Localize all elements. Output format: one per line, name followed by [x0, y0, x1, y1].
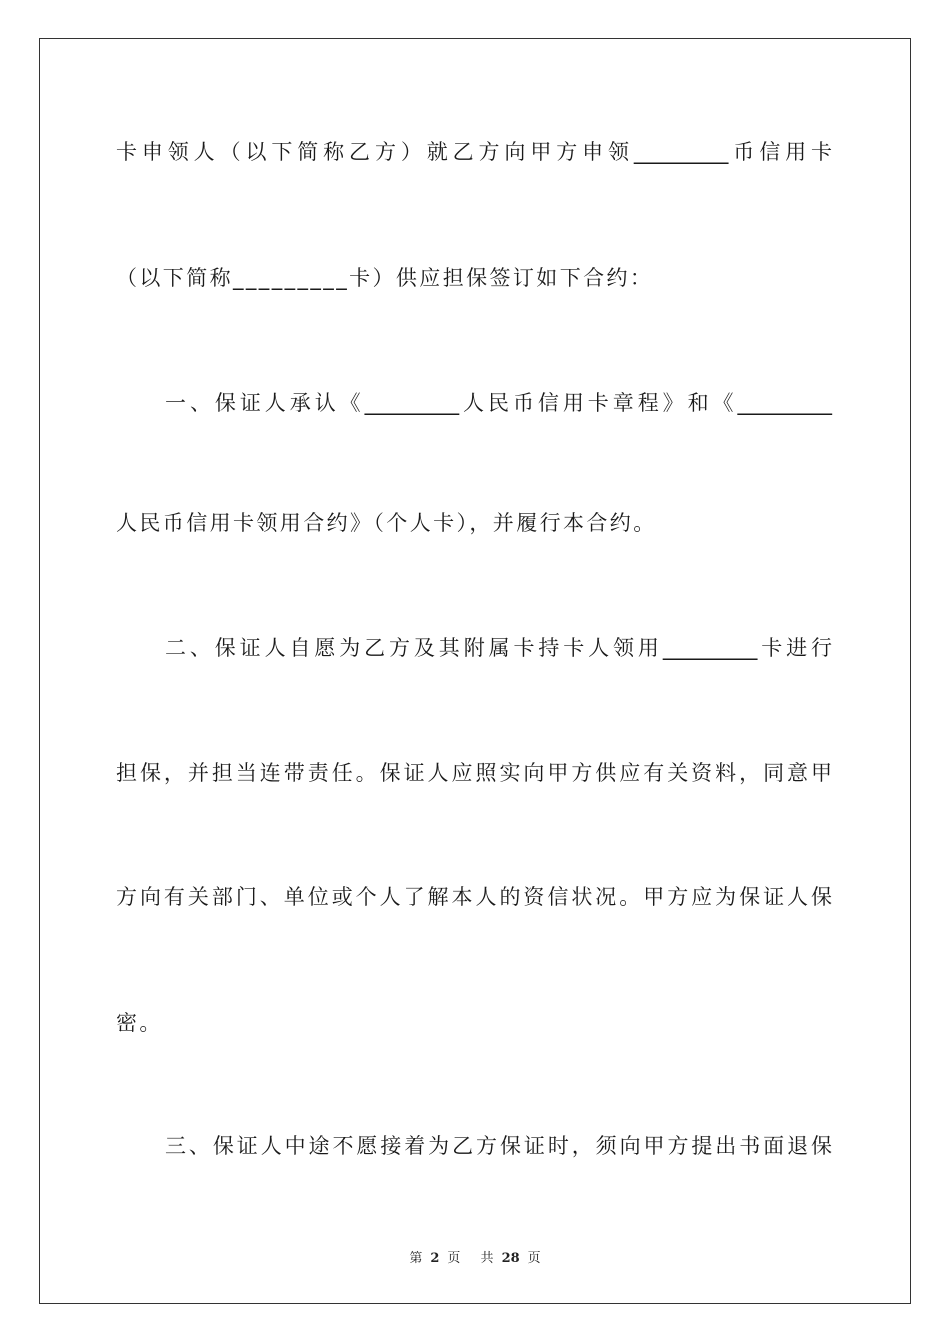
text-line-5: 二、保证人自愿为乙方及其附属卡持卡人领用_________卡进行: [165, 636, 832, 660]
text-line-6: 担保，并担当连带责任。保证人应照实向甲方供应有关资料，同意甲: [116, 761, 832, 785]
text-line-3: 一、保证人承认《_________人民币信用卡章程》和《_________: [165, 391, 832, 415]
text-line-2: （以下简称_________卡）供应担保签订如下合约：: [116, 266, 654, 290]
page-number: 第 2 页: [409, 1251, 461, 1266]
page-total: 共 28 页: [480, 1251, 541, 1266]
text-line-4: 人民币信用卡领用合约》（个人卡），并履行本合约。: [116, 511, 657, 535]
page-frame: [39, 38, 911, 1304]
text-line-1: 卡申领人（以下简称乙方）就乙方向甲方申领_________币信用卡: [116, 140, 832, 164]
page-footer: [0, 1247, 950, 1266]
text-line-8: 密。: [116, 1011, 163, 1035]
text-line-9: 三、保证人中途不愿接着为乙方保证时，须向甲方提出书面退保: [165, 1134, 832, 1158]
text-line-7: 方向有关部门、单位或个人了解本人的资信状况。甲方应为保证人保: [116, 885, 832, 909]
